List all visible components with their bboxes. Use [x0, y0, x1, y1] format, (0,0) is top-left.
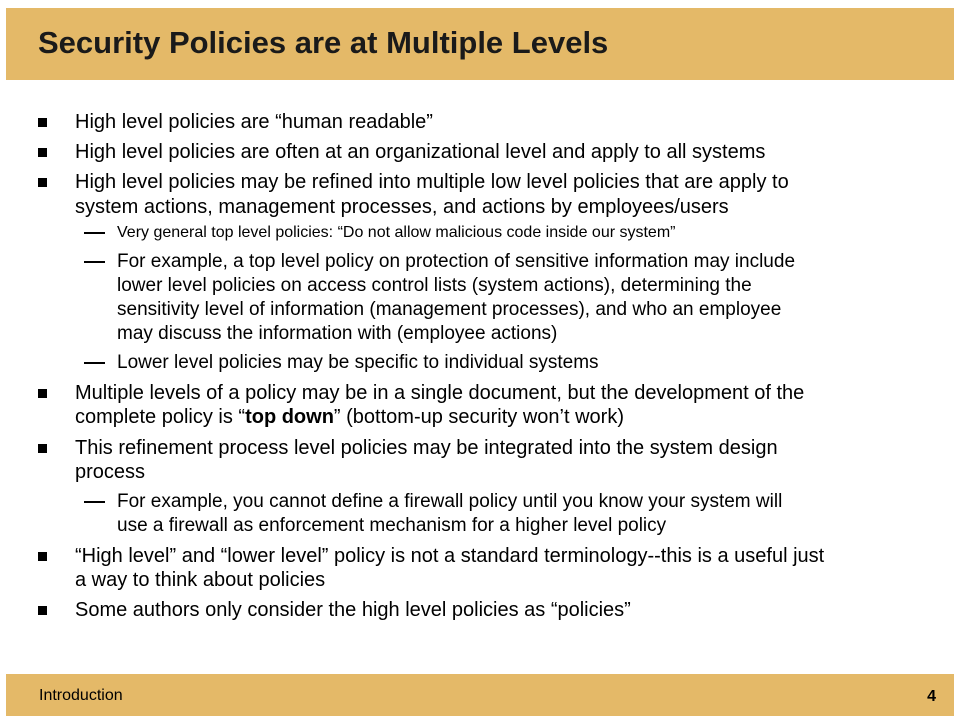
- dash-bullet-icon: [84, 261, 105, 263]
- bullet-text: High level policies are “human readable”: [75, 111, 433, 133]
- sub-bullet-text-continued: may discuss the information with (employee actions): [117, 323, 558, 344]
- page-number: 4: [927, 688, 936, 705]
- bullet-square-icon: [38, 606, 47, 615]
- bullet-text: “High level” and “lower level” policy is not a standard terminology--this is a useful just: [75, 545, 825, 567]
- text-run: ” (bottom-up security won’t work): [333, 406, 624, 428]
- bullet-square-icon: [38, 389, 47, 398]
- sub-bullet-text: Very general top level policies: “Do not allow malicious code inside our system”: [117, 224, 676, 241]
- footer-section-label: Introduction: [39, 687, 123, 704]
- dash-bullet-icon: [84, 501, 105, 503]
- bullet-square-icon: [38, 178, 47, 187]
- footer-bar: [6, 674, 954, 716]
- dash-bullet-icon: [84, 232, 105, 234]
- bullet-text: High level policies are often at an organizational level and apply to all systems: [75, 141, 766, 163]
- bullet-text: High level policies may be refined into multiple low level policies that are apply to: [75, 171, 789, 193]
- sub-bullet-text: For example, a top level policy on protection of sensitive information may include: [117, 251, 796, 272]
- text-run: complete policy is “: [75, 406, 246, 428]
- sub-bullet-text: Lower level policies may be specific to individual systems: [117, 352, 599, 373]
- bullet-square-icon: [38, 148, 47, 157]
- bullet-square-icon: [38, 444, 47, 453]
- sub-bullet-text: For example, you cannot define a firewall policy until you know your system will: [117, 491, 783, 512]
- bullet-text: Some authors only consider the high level policies as “policies”: [75, 599, 631, 621]
- bullet-text: Multiple levels of a policy may be in a single document, but the development of the: [75, 382, 805, 404]
- sub-bullet-text-continued: sensitivity level of information (management processes), and who an employee: [117, 299, 782, 320]
- bullet-text: This refinement process level policies may be integrated into the system design: [75, 437, 778, 459]
- bullet-text-continued: a way to think about policies: [75, 569, 326, 591]
- sub-bullet-text-continued: lower level policies on access control lists (system actions), determining the: [117, 275, 752, 296]
- bullet-text-continued: [75, 405, 624, 429]
- slide-title: Security Policies are at Multiple Levels: [38, 25, 609, 60]
- bullet-text-continued: system actions, management processes, and actions by employees/users: [75, 196, 729, 218]
- bullet-text-continued: process: [75, 461, 146, 483]
- bullet-square-icon: [38, 118, 47, 127]
- dash-bullet-icon: [84, 362, 105, 364]
- title-bar: [6, 8, 954, 80]
- bold-emphasis: top down: [245, 406, 334, 428]
- sub-bullet-text-continued: use a firewall as enforcement mechanism for a higher level policy: [117, 515, 667, 536]
- bullet-square-icon: [38, 552, 47, 561]
